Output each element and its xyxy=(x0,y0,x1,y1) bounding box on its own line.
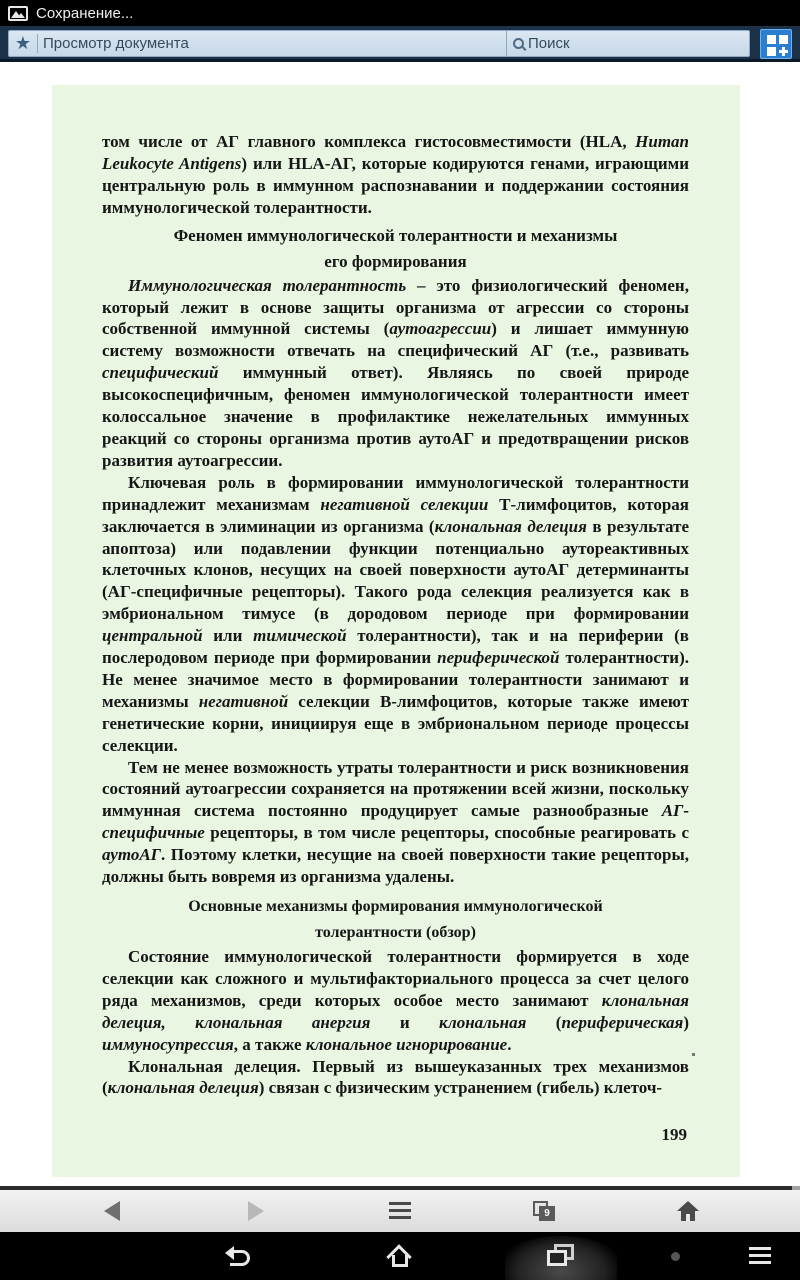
search-icon xyxy=(513,38,524,49)
home-button[interactable] xyxy=(666,1193,710,1229)
next-page-button[interactable] xyxy=(234,1193,278,1229)
home-icon xyxy=(387,1244,413,1268)
intro-paragraph: том числе от АГ главного комплекса гистосовместимости (HLA, Human Leukocyte Antigens) или HLA-АГ, которые кодируются генами, играющими центральную роль в иммунном распознавании и поддержании состояния иммунологической толерантности. xyxy=(102,132,689,217)
subsection-heading-line: толерантности (обзор) xyxy=(315,924,476,941)
star-icon[interactable]: ★ xyxy=(14,33,32,53)
back-icon xyxy=(225,1246,251,1266)
plus-icon xyxy=(779,47,788,56)
subsection-heading-line: Основные механизмы формирования иммунологической xyxy=(188,898,603,915)
nav-back-button[interactable] xyxy=(208,1232,268,1280)
bottom-toolbar xyxy=(0,1190,800,1232)
paragraph: Состояние иммунологической толерантности формируется в ходе селекции как сложного и мультифакториального процесса за счет целого ряда механизмов, среди которых особое место занимают клональная делеция, клональная анергия и клональная (периферическая) иммуносупрессия, а также клональное игнорирование. xyxy=(102,947,689,1054)
nav-menu-button[interactable] xyxy=(730,1232,790,1280)
recent-apps-icon xyxy=(547,1244,575,1268)
title-search-field[interactable] xyxy=(8,30,750,57)
divider xyxy=(37,34,38,53)
contents-button[interactable] xyxy=(378,1193,422,1229)
apps-add-button[interactable] xyxy=(760,29,792,59)
contents-list-icon xyxy=(389,1202,411,1220)
nav-dot-button[interactable] xyxy=(645,1232,705,1280)
page-dot xyxy=(692,1053,695,1056)
next-page-icon xyxy=(248,1201,264,1221)
grid-square-icon xyxy=(767,35,776,44)
image-icon xyxy=(8,6,28,21)
page-number: 199 xyxy=(661,1125,687,1144)
search-label: Поиск xyxy=(528,35,570,52)
paragraph: Ключевая роль в формировании иммунологической толерантности принадлежит механизмам негативной селекции Т-лимфоцитов, которая заключается в элиминации из организма (клональная делеция в результате апоптоза) или подавлении функции потенциально аутореактивных клеточных клонов, несущих на своей поверхности аутоАГ детерминанты (АГ-специфичные рецепторы). Такого рода селекция реализуется как в эмбриональном тимусе (в дородовом периоде при формировании центральной или тимической толерантности), так и на периферии (в послеродовом периоде при формировании периферической толерантности). Не менее значимое место в формировании толерантности занимают и механизмы негативной селекции В-лимфоцитов, которые также имеют генетические корни, инициируя еще в эмбриональном периоде процессы селекции. xyxy=(102,472,689,755)
paragraph: Тем не менее возможность утраты толерантности и риск возникновения состояний аутоагрессии сохраняется на протяжении всей жизни, поскольку иммунная система постоянно продуцирует самые разнообразные АГ-специфичные рецепторы, в том числе рецепторы, способные реагировать с аутоАГ. Поэтому клетки, несущие на своей поверхности такие рецепторы, должны быть вовремя из организма удалены. xyxy=(102,757,689,887)
dot-icon xyxy=(671,1252,680,1261)
nav-recent-apps-button[interactable] xyxy=(531,1232,591,1280)
grid-square-icon xyxy=(779,35,788,44)
section-heading-line: его формирования xyxy=(324,251,467,271)
grid-square-icon xyxy=(767,47,776,56)
paragraph: Иммунологическая толерантность – это физиологический феномен, который лежит в основе защиты организма от агрессии со стороны собственной иммунной системы (аутоагрессии) и лишает иммунную систему возможности отвечать на специфический АГ (т.е., развивать специфический иммунный ответ). Являясь по своей природе высокоспецифичным, феномен иммунологической толерантности имеет колоссальное значение в профилактике нежелательных иммунных реакций со стороны организма против аутоАГ и предотвращении рисков развития аутоагрессии. xyxy=(102,275,689,470)
pages-button[interactable] xyxy=(522,1193,566,1229)
paragraph: Клональная делеция. Первый из вышеуказанных трех механизмов (клональная делеция) связан с физическим устранением (гибель) клеточ- xyxy=(102,1056,689,1098)
status-bar xyxy=(0,0,800,26)
previous-page-icon xyxy=(104,1201,120,1221)
search-button[interactable] xyxy=(506,31,570,56)
system-navigation-bar xyxy=(0,1232,800,1280)
document-page xyxy=(52,85,740,1177)
action-bar xyxy=(0,26,800,62)
document-viewer[interactable] xyxy=(0,65,800,1185)
pages-icon xyxy=(533,1201,555,1221)
section-heading-line: Феномен иммунологической толерантности и механизмы xyxy=(173,225,618,245)
previous-page-button[interactable] xyxy=(90,1193,134,1229)
home-icon xyxy=(677,1201,699,1221)
document-view-title: Просмотр документа xyxy=(43,35,189,52)
menu-icon xyxy=(749,1247,771,1265)
nav-home-button[interactable] xyxy=(370,1232,430,1280)
subsection-heading xyxy=(102,894,689,946)
pages-badge: 9 xyxy=(539,1206,555,1221)
section-heading xyxy=(102,223,689,275)
page-text xyxy=(102,131,689,1099)
status-text: Сохранение... xyxy=(36,4,134,22)
